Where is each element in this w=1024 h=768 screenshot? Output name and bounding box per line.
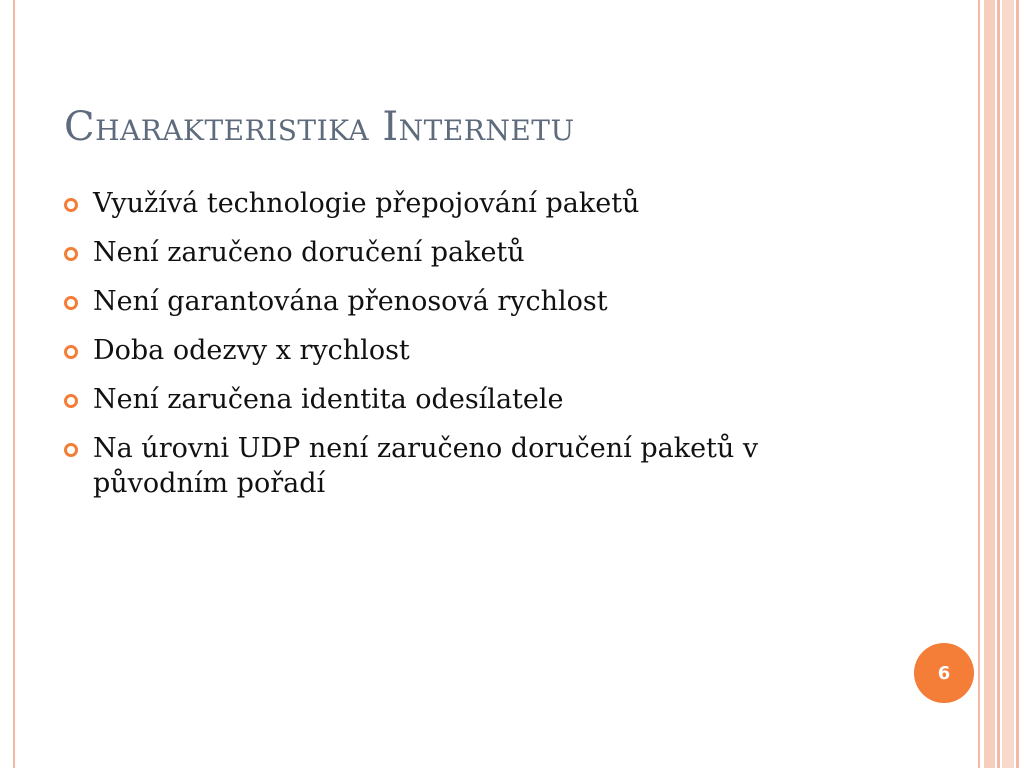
circle-outline-bullet-icon	[64, 247, 78, 261]
circle-outline-bullet-icon	[64, 345, 78, 359]
stripe	[984, 0, 995, 768]
stripe	[978, 0, 980, 768]
bullet-text: Doba odezvy x rychlost	[93, 335, 410, 366]
bullet-text: Využívá technologie přepojování paketů	[93, 188, 640, 219]
bullet-text: Není zaručeno doručení paketů	[93, 237, 525, 268]
circle-outline-bullet-icon	[64, 296, 78, 310]
bullet-text: Není zaručena identita odesílatele	[93, 384, 564, 415]
circle-outline-bullet-icon	[64, 394, 78, 408]
left-border-decoration	[13, 0, 15, 768]
slide-title: Charakteristika Internetu	[64, 104, 575, 150]
list-item	[64, 284, 884, 319]
right-stripes-decoration	[978, 0, 1024, 768]
list-item	[64, 333, 884, 368]
bullet-text: Na úrovni UDP není zaručeno doručení paketů v původním pořadí	[93, 433, 759, 499]
list-item	[64, 235, 884, 270]
stripe	[997, 0, 1000, 768]
stripe	[1002, 0, 1014, 768]
stripe	[1016, 0, 1019, 768]
list-item	[64, 186, 884, 221]
circle-outline-bullet-icon	[64, 198, 78, 212]
circle-outline-bullet-icon	[64, 443, 78, 457]
page-number-badge: 6	[914, 643, 974, 703]
bullet-text: Není garantována přenosová rychlost	[93, 286, 608, 317]
list-item	[64, 431, 884, 501]
list-item	[64, 382, 884, 417]
bullet-list	[64, 186, 884, 515]
